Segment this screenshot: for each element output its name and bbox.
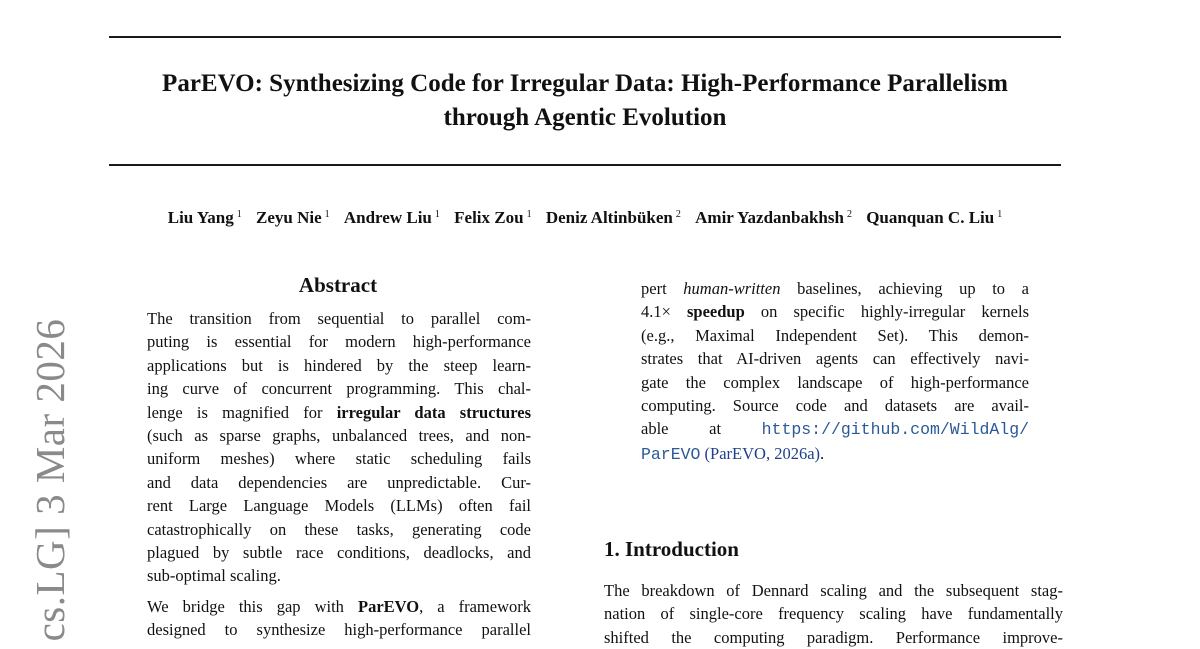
citation-link[interactable]: (ParEVO, 2026a) (704, 443, 821, 463)
title-rule-top (109, 36, 1061, 38)
abstract-heading: Abstract (298, 273, 378, 297)
author: Deniz Altinbüken $^2$ (545, 208, 681, 227)
author: Liu Yang $^1$ (167, 208, 242, 227)
introduction-body: The breakdown of Dennard scaling and the subsequent stag- nation of single-core frequency scaling have fundamentally shifted the computing paradigm. Performance improve- (604, 581, 1063, 647)
title-line-1: ParEVO: Synthesizing Code for Irregular Data: High-Performance Parallelism (162, 70, 1008, 97)
abstract-continued: pert human-written baselines, achieving up to a 4.1× speedup on specific highly-irregular kernels (e.g., Maximal Independent Set). This demon- strates that AI-driven agents can effectively navi- gate the complex landscape of high-performance computing. Source code and datasets are avail- able at https://github.com/WildAlg/ ParEVO (ParEVO, 2026a). (641, 279, 1029, 464)
title-rule-bottom (109, 164, 1061, 166)
github-link[interactable]: https://github.com/WildAlg/ (761, 420, 1029, 440)
author: Felix Zou $^1$ (454, 208, 532, 227)
author: Zeyu Nie $^1$ (255, 208, 330, 227)
paper-title (100, 67, 1070, 135)
author: Andrew Liu $^1$ (343, 208, 440, 227)
abstract-body (147, 307, 531, 642)
author: Quanquan C. Liu $^1$ (866, 208, 1003, 227)
github-link-cont[interactable]: ParEVO (641, 444, 701, 464)
section-heading-introduction: 1. Introduction (604, 537, 739, 561)
abstract-paragraph-2: We bridge this gap with ParEVO, a framework designed to synthesize high-performance parallel (147, 596, 531, 640)
author-list (100, 208, 1070, 228)
abstract-paragraph-1: The transition from sequential to parallel com- puting is essential for modern high-performance applications but is hindered by the steep learn- ing curve of concurrent programming. This chal- lenge is magnified for irregular data structures (such as sparse graphs, unbalanced trees, and non- uniform meshes) where static scheduling fails and data dependencies are unpredictable. Cur- rent Large Language Models (LLMs) often fail catastrophically on these tasks, generating code plagued by subtle race conditions, deadlocks, and sub-optimal scaling. (147, 309, 531, 586)
author: Amir Yazdanbakhsh $^2$ (695, 208, 852, 227)
arxiv-stamp: cs.LG] 3 Mar 2026 (27, 318, 73, 642)
title-line-2: through Agentic Evolution (443, 104, 727, 131)
